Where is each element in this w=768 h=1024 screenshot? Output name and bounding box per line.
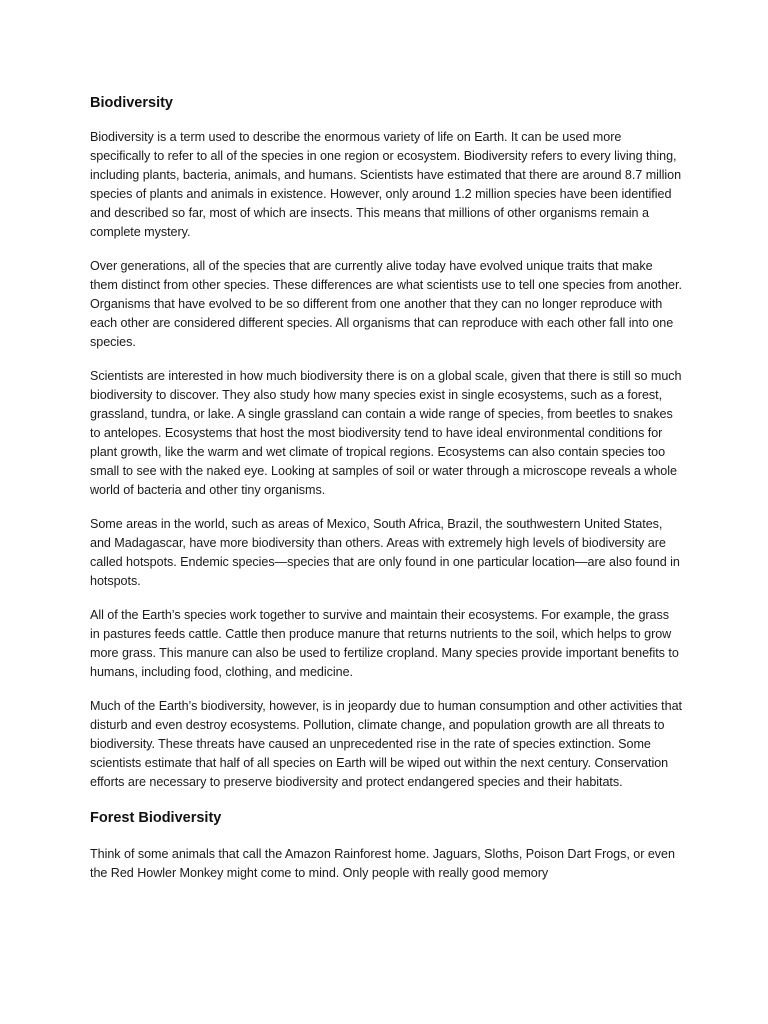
paragraph: Much of the Earth’s biodiversity, however, is in jeopardy due to human consumption and other activities that disturb and even destroy ecosystems. Pollution, climate change, and population growth are all threats to biodiversity. These threats have caused an unprecedented rise in the rate of species extinction. Some scientists estimate that half of all species on Earth will be wiped out within the next century. Conservation efforts are necessary to preserve biodiversity and protect endangered species and their habitats. [90, 699, 682, 789]
paragraph: Some areas in the world, such as areas of Mexico, South Africa, Brazil, the southwestern United States, and Madagascar, have more biodiversity than others. Areas with extremely high levels of biodiversity are called hotspots. Endemic species—species that are only found in one particular location—are also found in hotspots. [90, 517, 680, 588]
document-body [90, 92, 682, 898]
paragraph: All of the Earth’s species work together to survive and maintain their ecosystems. For example, the grass in pastures feeds cattle. Cattle then produce manure that returns nutrients to the soil, which helps to grow more grass. This manure can also be used to fertilize cropland. Many species provide important benefits to humans, including food, clothing, and medicine. [90, 608, 679, 679]
paragraph: Think of some animals that call the Amazon Rainforest home. Jaguars, Sloths, Poison Dart Frogs, or even the Red Howler Monkey might come to mind. Only people with really good memory [90, 847, 675, 880]
paragraph: Over generations, all of the species that are currently alive today have evolved unique traits that make them distinct from other species. These differences are what scientists use to tell one species from another. Organisms that have evolved to be so different from one another that they can no longer reproduce with each other are considered different species. All organisms that can reproduce with each other fall into one species. [90, 259, 682, 349]
section-heading-biodiversity: Biodiversity [90, 95, 173, 111]
paragraph: Biodiversity is a term used to describe the enormous variety of life on Earth. It can be used more specifically to refer to all of the species in one region or ecosystem. Biodiversity refers to every living thing, including plants, bacteria, animals, and humans. Scientists have estimated that there are around 8.7 million species of plants and animals in existence. However, only around 1.2 million species have been identified and described so far, most of which are insects. This means that millions of other organisms remain a complete mystery. [90, 130, 682, 239]
paragraph: Scientists are interested in how much biodiversity there is on a global scale, given that there is still so much biodiversity to discover. They also study how many species exist in single ecosystems, such as a forest, grassland, tundra, or lake. A single grassland can contain a wide range of species, from beetles to snakes to antelopes. Ecosystems that host the most biodiversity tend to have ideal environmental conditions for plant growth, like the warm and wet climate of tropical regions. Ecosystems can also contain species too small to see with the naked eye. Looking at samples of soil or water through a microscope reveals a whole world of bacteria and other tiny organisms. [90, 369, 682, 497]
section-heading-forest-biodiversity: Forest Biodiversity [90, 810, 222, 826]
